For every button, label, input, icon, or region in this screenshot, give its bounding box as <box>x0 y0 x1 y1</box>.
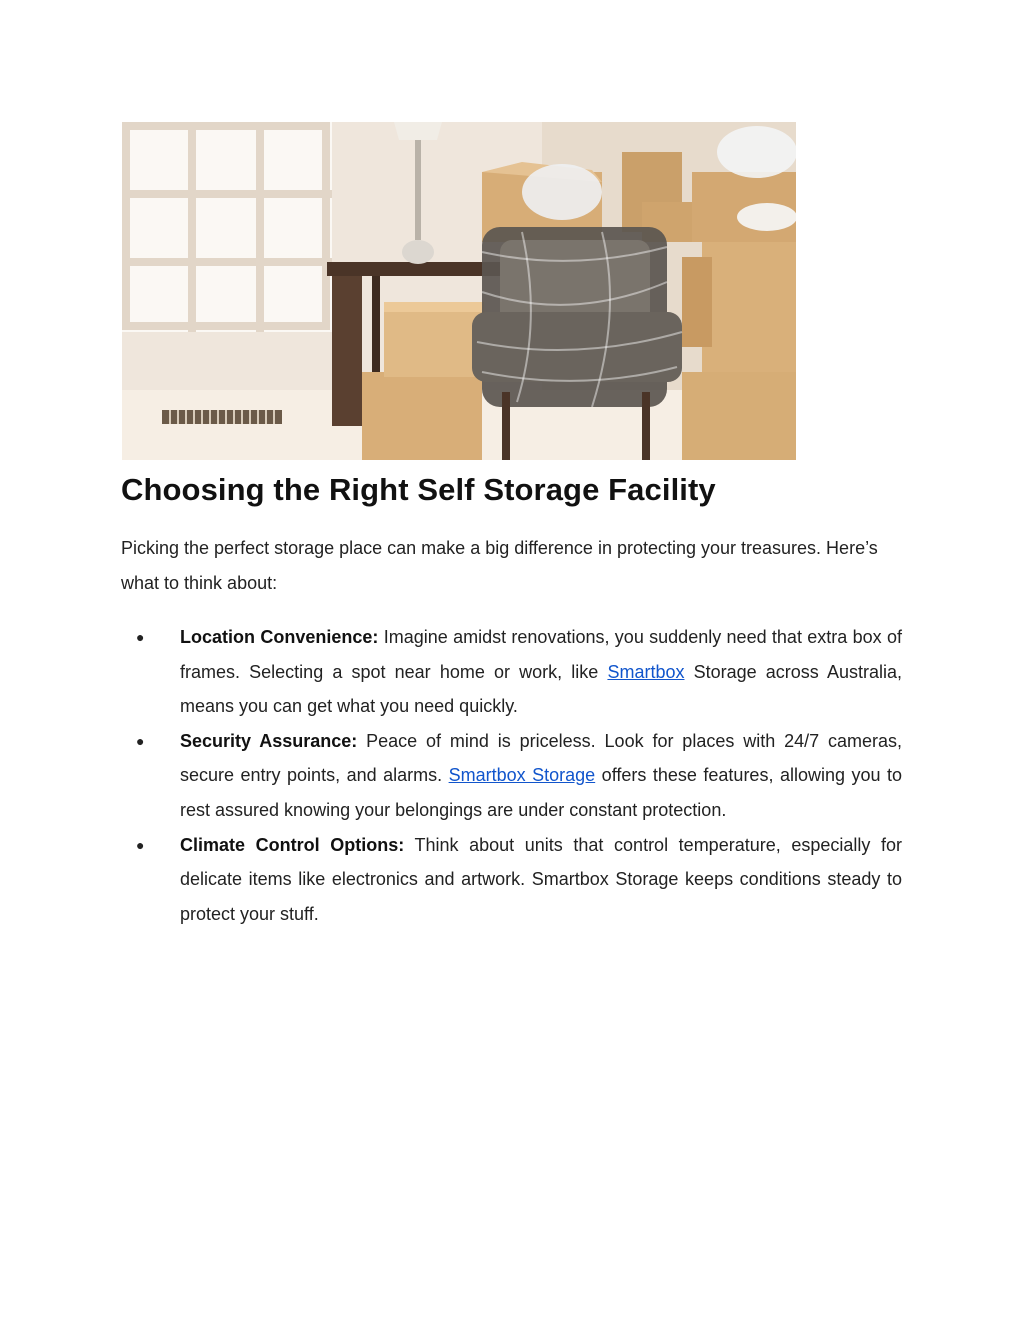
page-title: Choosing the Right Self Storage Facility <box>121 472 716 507</box>
list-item <box>121 620 902 724</box>
point-heading: Climate Control Options: <box>180 834 405 855</box>
list-item <box>121 724 902 828</box>
header-photo <box>122 122 796 460</box>
list-item <box>121 828 902 932</box>
bullet-icon: ● <box>136 629 145 645</box>
point-heading: Location Convenience: <box>180 627 379 647</box>
point-text: Imagine amidst renovations, you suddenly need that extra box of frames. Selecting a spot near home or work, like <box>180 627 902 682</box>
bullet-icon: ● <box>136 732 145 749</box>
point-text: Think about units that control temperature, especially for delicate items like electronics and artwork. Smartbox Storage keeps conditions steady to protect your stuff. <box>180 834 902 924</box>
considerations-list <box>121 620 902 931</box>
smartbox-storage-link[interactable]: Smartbox Storage <box>448 765 596 786</box>
point-heading: Security Assurance: <box>180 730 358 751</box>
smartbox-link[interactable]: Smartbox <box>607 661 685 682</box>
point-text: Peace of mind is priceless. Look for places with 24/7 cameras, secure entry points, and alarms. <box>180 730 902 786</box>
intro-paragraph: Picking the perfect storage place can make a big difference in protecting your treasures. Here’s what to think about: <box>121 538 878 593</box>
point-text: Storage across Australia, means you can get what you need quickly. <box>180 661 902 717</box>
point-text: offers these features, allowing you to rest assured knowing your belongings are under constant protection. <box>180 765 903 820</box>
bullet-icon: ● <box>136 836 145 853</box>
